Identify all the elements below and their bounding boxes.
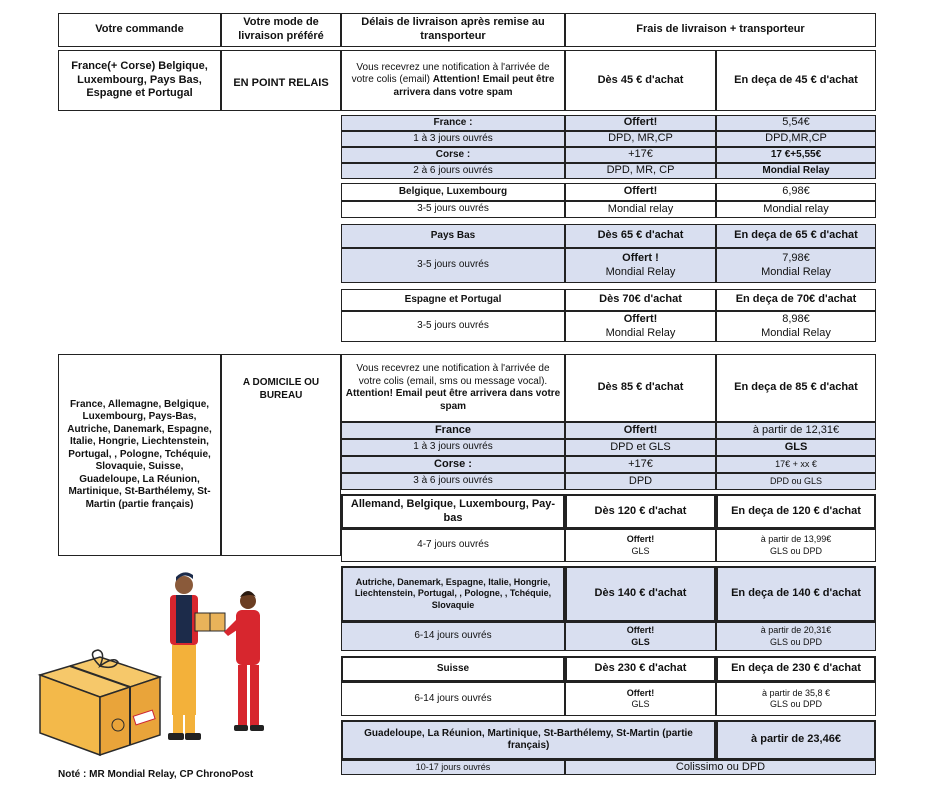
home-g1-label: Allemand, Belgique, Luxembourg, Pay-bas [341, 494, 565, 529]
home-ch-below-head: En deça de 230 € d'achat [716, 656, 876, 682]
delivery-man-icon [168, 572, 225, 740]
home-corse-label: Corse : [341, 456, 565, 473]
relay-belux-days: 3-5 jours ouvrés [341, 201, 565, 218]
relay-nl-days: 3-5 jours ouvrés [341, 248, 565, 283]
relay-esp-days: 3-5 jours ouvrés [341, 311, 565, 342]
relay-corse-label: Corse : [341, 147, 565, 163]
home-countries: France, Allemagne, Belgique, Luxembourg, Pays-Bas, Autriche, Danemark, Espagne, Italie, Hongrie, Liechtenstein, Portugal, , Pologne, Tchéquie, Slovaquie, Suisse, Guadeloupe, La Réunion, Martinique, St-Barthélemy, St-Martin (partie français) [58, 354, 221, 556]
relay-nl-above-head: Dès 65 € d'achat [565, 224, 716, 248]
home-g2-below: à partir de 20,31€ GLS ou DPD [716, 622, 876, 651]
home-g2-label: Autriche, Danemark, Espagne, Italie, Hongrie, Liechtenstein, Portugal, , Pologne, , Tchéquie, Slovaquie [341, 566, 565, 622]
relay-belux-below: 6,98€ [716, 183, 876, 201]
relay-belux-above-carrier: Mondial relay [565, 201, 716, 218]
relay-france-label: France : [341, 115, 565, 131]
header-mode: Votre mode de livraison préféré [221, 13, 341, 47]
home-dom-days: 10-17 jours ouvrés [341, 760, 565, 775]
home-corse-above: +17€ [565, 456, 716, 473]
parcel-icon [40, 650, 160, 755]
relay-esp-label: Espagne et Portugal [341, 289, 565, 311]
home-france-days: 1 à 3 jours ouvrés [341, 439, 565, 456]
home-ch-days: 6-14 jours ouvrés [341, 682, 565, 716]
relay-corse-below: 17 €+5,55€ [716, 147, 876, 163]
header-delay: Délais de livraison après remise au transporteur [341, 13, 565, 47]
relay-belux-above: Offert! [565, 183, 716, 201]
home-below-head: En deça de 85 € d'achat [716, 354, 876, 422]
relay-nl-label: Pays Bas [341, 224, 565, 248]
relay-nl-below-head: En deça de 65 € d'achat [716, 224, 876, 248]
relay-esp-below: 8,98€ Mondial Relay [716, 311, 876, 342]
home-notice: Vous recevrez une notification à l'arrivée de votre colis (email, sms ou message vocal). Attention! Email peut être arrivera dans votre spam [341, 354, 565, 422]
header-order: Votre commande [58, 13, 221, 47]
footnote: Noté : MR Mondial Relay, CP ChronoPost [58, 769, 254, 780]
relay-france-days: 1 à 3 jours ouvrés [341, 131, 565, 147]
relay-esp-above: Offert! Mondial Relay [565, 311, 716, 342]
relay-corse-below-carrier: Mondial Relay [716, 163, 876, 179]
relay-notice: Vous recevrez une notification à l'arrivée de votre colis (email) Attention! Email peut être arrivera dans votre spam [341, 50, 565, 111]
home-france-below: à partir de 12,31€ [716, 422, 876, 439]
relay-nl-below: 7,98€ Mondial Relay [716, 248, 876, 283]
relay-corse-days: 2 à 6 jours ouvrés [341, 163, 565, 179]
home-g2-days: 6-14 jours ouvrés [341, 622, 565, 651]
home-g2-below-head: En deça de 140 € d'achat [716, 566, 876, 622]
home-g1-days: 4-7 jours ouvrés [341, 529, 565, 562]
relay-mode: EN POINT RELAIS [221, 50, 341, 111]
relay-nl-above: Offert ! Mondial Relay [565, 248, 716, 283]
relay-corse-above: +17€ [565, 147, 716, 163]
home-ch-above-head: Dès 230 € d'achat [565, 656, 716, 682]
relay-france-above: Offert! [565, 115, 716, 131]
home-corse-days: 3 à 6 jours ouvrés [341, 473, 565, 490]
home-dom-carrier: Colissimo ou DPD [565, 760, 876, 775]
relay-corse-above-carrier: DPD, MR, CP [565, 163, 716, 179]
header-fees: Frais de livraison + transporteur [565, 13, 876, 47]
home-dom-label: Guadeloupe, La Réunion, Martinique, St-Barthélemy, St-Martin (partie français) [341, 720, 716, 760]
recipient-icon [224, 591, 264, 731]
home-above-head: Dès 85 € d'achat [565, 354, 716, 422]
relay-belux-label: Belgique, Luxembourg [341, 183, 565, 201]
home-corse-below-carrier: DPD ou GLS [716, 473, 876, 490]
home-france-label: France [341, 422, 565, 439]
home-g1-above-head: Dès 120 € d'achat [565, 494, 716, 529]
home-g2-above-head: Dès 140 € d'achat [565, 566, 716, 622]
relay-france-above-carrier: DPD, MR,CP [565, 131, 716, 147]
home-corse-below: 17€ + xx € [716, 456, 876, 473]
home-corse-above-carrier: DPD [565, 473, 716, 490]
home-ch-below: à partir de 35,8 € GLS ou DPD [716, 682, 876, 716]
home-g1-below: à partir de 13,99€ GLS ou DPD [716, 529, 876, 562]
home-france-above-carrier: DPD et GLS [565, 439, 716, 456]
home-g1-below-head: En deça de 120 € d'achat [716, 494, 876, 529]
home-france-below-carrier: GLS [716, 439, 876, 456]
relay-below-head: En deça de 45 € d'achat [716, 50, 876, 111]
relay-france-below: 5,54€ [716, 115, 876, 131]
home-g2-above: Offert! GLS [565, 622, 716, 651]
relay-belux-below-carrier: Mondial relay [716, 201, 876, 218]
relay-countries: France(+ Corse) Belgique, Luxembourg, Pays Bas, Espagne et Portugal [58, 50, 221, 111]
home-ch-label: Suisse [341, 656, 565, 682]
relay-esp-above-head: Dès 70€ d'achat [565, 289, 716, 311]
home-ch-above: Offert! GLS [565, 682, 716, 716]
home-mode: A DOMICILE OU BUREAU [221, 354, 341, 556]
delivery-illustration [30, 565, 310, 775]
relay-esp-below-head: En deça de 70€ d'achat [716, 289, 876, 311]
home-g1-above: Offert! GLS [565, 529, 716, 562]
home-france-above: Offert! [565, 422, 716, 439]
home-dom-price: à partir de 23,46€ [716, 720, 876, 760]
relay-france-below-carrier: DPD,MR,CP [716, 131, 876, 147]
relay-above-head: Dès 45 € d'achat [565, 50, 716, 111]
